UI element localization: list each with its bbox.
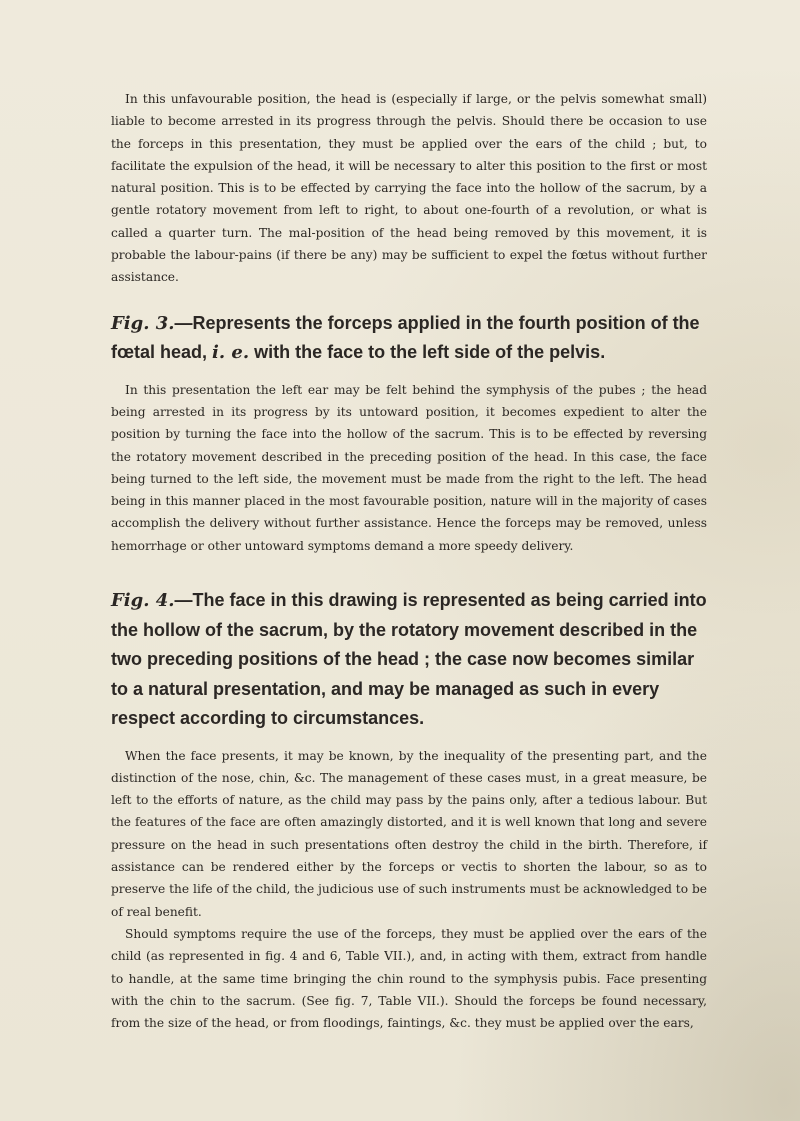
fig3-caption bbox=[111, 309, 707, 367]
paragraph-3: When the face presents, it may be known, by the inequality of the presenting part, and the distinction of the nose, chin, &c. The management of these cases must, in a great measure, be left to the efforts of nature, as the child may pass by the pains only, after a tedious labour. But the features of the face are often amazingly distorted, and it is well known that long and severe pressure on the head in such presentations often destroy the child in the birth. Therefore, if assistance can be rendered either by the forceps or vectis to shorten the labour, so as to preserve the life of the child, the judicious use of such instruments must be acknowledged to be of real benefit. bbox=[111, 748, 707, 919]
fig4-label: Fig. 4. bbox=[111, 590, 175, 612]
fig3-label: Fig. 3. bbox=[111, 312, 175, 334]
fig3-text-2: with the face to the left side of the pelvis. bbox=[254, 341, 606, 362]
paragraph-1: In this unfavourable position, the head is (especially if large, or the pelvis somewhat small) liable to become arrested in its progress through the pelvis. Should there be occasion to use the forceps in this presentation, they must be applied over the ears of the child ; but, to facilitate the expulsion of the head, it will be necessary to alter this position to the first or most natural position. This is to be effected by carrying the face into the hollow of the sacrum, by a gentle rotatory movement from left to right, to about one-fourth of a revolution, or what is called a quarter turn. The mal-position of the head being removed by this movement, it is probable the labour-pains (if there be any) may be sufficient to expel the fœtus without further assistance. bbox=[111, 92, 707, 285]
fig3-ie: i. e. bbox=[212, 341, 250, 363]
fig3-text-1: —Represents the forceps applied in the fourth position of the fœtal head, bbox=[111, 312, 700, 362]
paragraph-4: Should symptoms require the use of the forceps, they must be applied over the ears of the child (as represented in fig. 4 and 6, Table VII.), and, in acting with them, extract from handle to handle, at the same time bringing the chin round to the symphysis pubis. Face presenting with the chin to the sacrum. (See fig. 7, Table VII.). Should the forceps be found necessary, from the size of the head, or from floodings, faintings, &c. they must be applied over the ears, bbox=[111, 926, 707, 1031]
fig4-text: —The face in this drawing is represented as being carried into the hollow of the sacrum, by the rotatory movement described in the two preceding positions of the head ; the case now becomes similar to a natural presentation, and may be managed as such in every respect according to circumstances. bbox=[111, 590, 707, 729]
page-content bbox=[111, 88, 707, 1034]
paragraph-2: In this presentation the left ear may be felt behind the symphysis of the pubes ; the head being arrested in its progress by its untoward position, it becomes expedient to alter the position by turning the face into the hollow of the sacrum. This is to be effected by reversing the rotatory movement described in the preceding position of the head. In this case, the face being turned to the left side, the movement must be made from the right to the left. The head being in this manner placed in the most favourable position, nature will in the majority of cases accomplish the delivery without further assistance. Hence the forceps may be removed, unless hemorrhage or other untoward symptoms demand a more speedy delivery. bbox=[111, 382, 707, 553]
fig4-caption bbox=[111, 586, 707, 734]
